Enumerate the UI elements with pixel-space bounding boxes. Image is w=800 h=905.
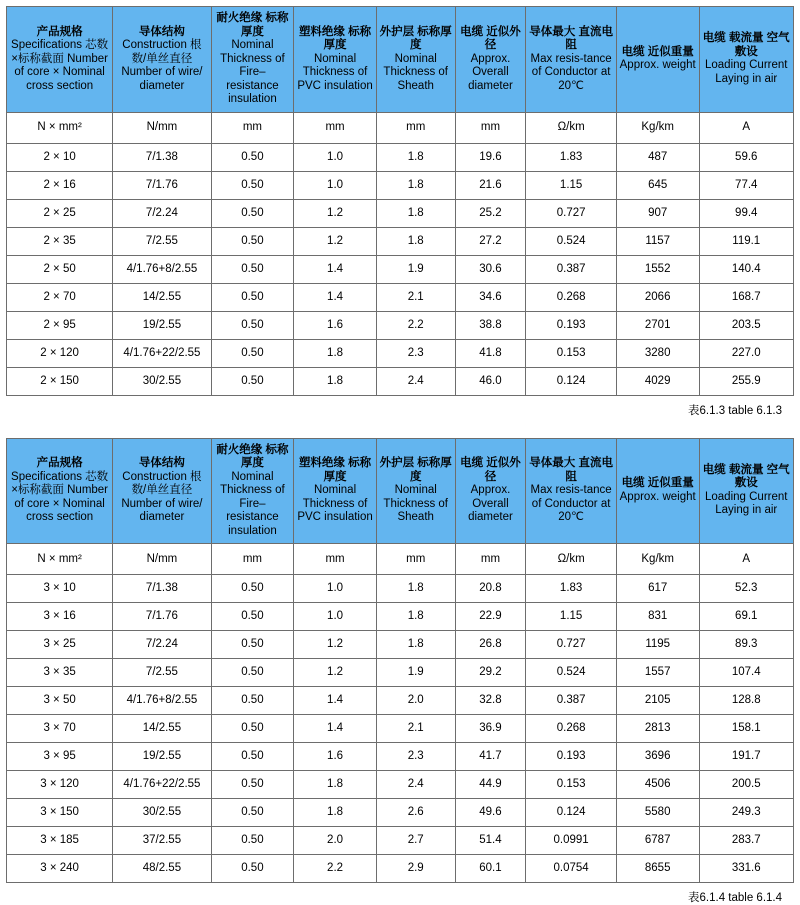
- table-row: [7, 367, 794, 395]
- unit-cell: mm: [294, 112, 377, 143]
- cell-construction: 7/1.38: [113, 575, 211, 603]
- column-header-cn: 产品规格: [36, 457, 83, 469]
- cell-current: 191.7: [699, 743, 794, 771]
- cell-spec: 3 × 185: [7, 827, 113, 855]
- cell-pvc-insulation: 1.4: [294, 283, 377, 311]
- unit-cell: mm: [294, 544, 377, 575]
- cell-diameter: 51.4: [455, 827, 526, 855]
- cell-sheath: 2.4: [376, 367, 455, 395]
- cell-diameter: 44.9: [455, 771, 526, 799]
- table-1-caption: 表6.1.3 table 6.1.3: [688, 404, 782, 417]
- cell-sheath: 2.6: [376, 799, 455, 827]
- units-row: [7, 544, 794, 575]
- column-header-cn: 外护层 标称厚度: [379, 457, 452, 483]
- column-header-cn: 电缆 载流量 空气敷设: [702, 32, 790, 58]
- column-header-en: Loading Current Laying in air: [705, 490, 788, 517]
- cell-resistance: 0.153: [526, 339, 617, 367]
- cell-current: 52.3: [699, 575, 794, 603]
- unit-cell: mm: [376, 544, 455, 575]
- cell-pvc-insulation: 1.4: [294, 255, 377, 283]
- cell-weight: 2813: [616, 715, 699, 743]
- column-header-conductor-resistance: [526, 7, 617, 113]
- cell-diameter: 26.8: [455, 631, 526, 659]
- cell-construction: 4/1.76+22/2.55: [113, 771, 211, 799]
- column-header-en: Nominal Thickness of PVC insulation: [297, 52, 373, 92]
- column-header-cn: 电缆 近似外径: [460, 25, 521, 51]
- cell-fire-insulation: 0.50: [211, 575, 294, 603]
- cell-sheath: 1.8: [376, 199, 455, 227]
- spec-table-2: [6, 438, 794, 884]
- cell-resistance: 0.153: [526, 771, 617, 799]
- cell-spec: 2 × 120: [7, 339, 113, 367]
- cell-pvc-insulation: 1.8: [294, 799, 377, 827]
- spec-table-1: [6, 6, 794, 396]
- cell-weight: 2701: [616, 311, 699, 339]
- cell-spec: 3 × 16: [7, 603, 113, 631]
- cell-fire-insulation: 0.50: [211, 367, 294, 395]
- cell-current: 168.7: [699, 283, 794, 311]
- cell-resistance: 1.15: [526, 171, 617, 199]
- cell-weight: 3280: [616, 339, 699, 367]
- table-row: [7, 283, 794, 311]
- cell-current: 200.5: [699, 771, 794, 799]
- cell-spec: 3 × 50: [7, 687, 113, 715]
- column-header-specifications: [7, 438, 113, 544]
- cell-pvc-insulation: 1.0: [294, 603, 377, 631]
- section-divider: [6, 418, 794, 438]
- cell-spec: 3 × 120: [7, 771, 113, 799]
- table-row: [7, 771, 794, 799]
- table-row: [7, 687, 794, 715]
- column-header-cn: 外护层 标称厚度: [379, 25, 452, 51]
- column-header-sheath: [376, 438, 455, 544]
- cell-sheath: 1.8: [376, 575, 455, 603]
- cell-weight: 5580: [616, 799, 699, 827]
- cell-sheath: 1.8: [376, 631, 455, 659]
- cell-weight: 645: [616, 171, 699, 199]
- cell-fire-insulation: 0.50: [211, 659, 294, 687]
- unit-cell: mm: [211, 112, 294, 143]
- column-header-en: Nominal Thickness of Fire–resistance insulation: [220, 39, 285, 105]
- cell-resistance: 0.193: [526, 743, 617, 771]
- cell-fire-insulation: 0.50: [211, 799, 294, 827]
- column-header-en: Approx. Overall diameter: [468, 484, 513, 523]
- cell-fire-insulation: 0.50: [211, 771, 294, 799]
- cell-pvc-insulation: 1.8: [294, 339, 377, 367]
- cell-current: 158.1: [699, 715, 794, 743]
- column-header-en: Approx. weight: [619, 59, 696, 72]
- cell-resistance: 0.727: [526, 631, 617, 659]
- column-header-en: Specifications 芯数×标称截面 Number of core × Nominal cross section: [11, 39, 109, 92]
- cell-pvc-insulation: 1.2: [294, 659, 377, 687]
- column-header-en: Approx. weight: [619, 490, 696, 503]
- cell-diameter: 29.2: [455, 659, 526, 687]
- cell-construction: 14/2.55: [113, 283, 211, 311]
- column-header-cn: 塑料绝缘 标称厚度: [298, 457, 372, 483]
- column-header-cn: 电缆 近似重量: [621, 477, 694, 490]
- cell-diameter: 25.2: [455, 199, 526, 227]
- cell-pvc-insulation: 1.6: [294, 743, 377, 771]
- column-header-en: Construction 根数/单丝直径 Number of wire/ diameter: [121, 39, 203, 92]
- cell-diameter: 38.8: [455, 311, 526, 339]
- table-row: [7, 199, 794, 227]
- cell-fire-insulation: 0.50: [211, 687, 294, 715]
- column-header-en: Loading Current Laying in air: [705, 59, 788, 85]
- cell-sheath: 2.3: [376, 743, 455, 771]
- cell-resistance: 0.0754: [526, 855, 617, 883]
- cell-diameter: 41.8: [455, 339, 526, 367]
- column-header-specifications: [7, 7, 113, 113]
- cell-diameter: 49.6: [455, 799, 526, 827]
- cell-diameter: 27.2: [455, 227, 526, 255]
- table-row: [7, 339, 794, 367]
- column-header-cn: 产品规格: [36, 25, 83, 38]
- table-2-caption: 表6.1.4 table 6.1.4: [688, 892, 782, 904]
- column-header-en: Specifications 芯数×标称截面 Number of core × Nominal cross section: [11, 470, 109, 523]
- column-header-weight: [616, 438, 699, 544]
- cell-sheath: 1.8: [376, 227, 455, 255]
- table-1-body: [7, 112, 794, 395]
- cell-resistance: 0.0991: [526, 827, 617, 855]
- cell-construction: 7/2.55: [113, 659, 211, 687]
- unit-cell: Kg/km: [616, 544, 699, 575]
- cell-fire-insulation: 0.50: [211, 311, 294, 339]
- table-row: [7, 255, 794, 283]
- cell-resistance: 0.124: [526, 799, 617, 827]
- table-row: [7, 631, 794, 659]
- cell-sheath: 1.8: [376, 171, 455, 199]
- cell-pvc-insulation: 1.0: [294, 143, 377, 171]
- cell-construction: 30/2.55: [113, 799, 211, 827]
- column-header-pvc-insulation: [294, 7, 377, 113]
- column-header-en: Nominal Thickness of Fire–resistance insulation: [220, 470, 285, 537]
- cell-spec: 2 × 50: [7, 255, 113, 283]
- column-header-cn: 电缆 近似外径: [460, 457, 521, 483]
- cell-pvc-insulation: 1.2: [294, 631, 377, 659]
- table-row: [7, 575, 794, 603]
- table-row: [7, 827, 794, 855]
- unit-cell: Ω/km: [526, 544, 617, 575]
- cell-weight: 1552: [616, 255, 699, 283]
- table-row: [7, 799, 794, 827]
- cell-diameter: 36.9: [455, 715, 526, 743]
- column-header-en: Nominal Thickness of Sheath: [383, 484, 448, 523]
- table-row: [7, 855, 794, 883]
- cell-weight: 617: [616, 575, 699, 603]
- cell-diameter: 19.6: [455, 143, 526, 171]
- cell-resistance: 0.387: [526, 255, 617, 283]
- column-header-en: Approx. Overall diameter: [468, 52, 513, 92]
- cell-construction: 19/2.55: [113, 743, 211, 771]
- unit-cell: N/mm: [113, 112, 211, 143]
- cell-fire-insulation: 0.50: [211, 199, 294, 227]
- cell-fire-insulation: 0.50: [211, 603, 294, 631]
- cell-fire-insulation: 0.50: [211, 715, 294, 743]
- column-header-sheath: [376, 7, 455, 113]
- cell-resistance: 0.524: [526, 227, 617, 255]
- unit-cell: Ω/km: [526, 112, 617, 143]
- cell-spec: 2 × 25: [7, 199, 113, 227]
- cell-construction: 7/1.76: [113, 603, 211, 631]
- column-header-construction: [113, 7, 211, 113]
- cell-sheath: 2.2: [376, 311, 455, 339]
- cell-pvc-insulation: 1.2: [294, 199, 377, 227]
- cell-spec: 2 × 35: [7, 227, 113, 255]
- column-header-cn: 塑料绝缘 标称厚度: [298, 25, 372, 51]
- header-row: [7, 438, 794, 544]
- cell-current: 227.0: [699, 339, 794, 367]
- table-row: [7, 715, 794, 743]
- cell-diameter: 32.8: [455, 687, 526, 715]
- cell-construction: 30/2.55: [113, 367, 211, 395]
- cell-sheath: 2.1: [376, 715, 455, 743]
- cell-resistance: 0.524: [526, 659, 617, 687]
- cell-resistance: 1.83: [526, 575, 617, 603]
- cell-current: 140.4: [699, 255, 794, 283]
- cell-sheath: 2.3: [376, 339, 455, 367]
- cell-construction: 4/1.76+8/2.55: [113, 687, 211, 715]
- cell-pvc-insulation: 1.4: [294, 687, 377, 715]
- cell-weight: 2105: [616, 687, 699, 715]
- cell-pvc-insulation: 1.8: [294, 367, 377, 395]
- cell-spec: 3 × 150: [7, 799, 113, 827]
- column-header-conductor-resistance: [526, 438, 617, 544]
- cell-spec: 3 × 25: [7, 631, 113, 659]
- column-header-en: Nominal Thickness of Sheath: [383, 52, 448, 92]
- cell-construction: 7/2.55: [113, 227, 211, 255]
- cell-current: 331.6: [699, 855, 794, 883]
- cell-diameter: 34.6: [455, 283, 526, 311]
- cell-sheath: 2.4: [376, 771, 455, 799]
- table-1-header: [7, 7, 794, 113]
- cell-fire-insulation: 0.50: [211, 227, 294, 255]
- unit-cell: mm: [211, 544, 294, 575]
- cell-sheath: 1.8: [376, 603, 455, 631]
- cell-spec: 3 × 240: [7, 855, 113, 883]
- cell-construction: 7/1.76: [113, 171, 211, 199]
- cell-construction: 37/2.55: [113, 827, 211, 855]
- cell-fire-insulation: 0.50: [211, 283, 294, 311]
- cell-spec: 3 × 95: [7, 743, 113, 771]
- cell-current: 77.4: [699, 171, 794, 199]
- cell-spec: 2 × 70: [7, 283, 113, 311]
- table-2-header: [7, 438, 794, 544]
- cell-resistance: 0.268: [526, 715, 617, 743]
- cell-pvc-insulation: 2.2: [294, 855, 377, 883]
- column-header-fire-resistance-insulation: [211, 438, 294, 544]
- cell-spec: 2 × 95: [7, 311, 113, 339]
- cell-current: 69.1: [699, 603, 794, 631]
- cell-resistance: 0.124: [526, 367, 617, 395]
- unit-cell: Kg/km: [616, 112, 699, 143]
- cell-weight: 8655: [616, 855, 699, 883]
- cell-weight: 4506: [616, 771, 699, 799]
- cell-spec: 3 × 10: [7, 575, 113, 603]
- cell-fire-insulation: 0.50: [211, 143, 294, 171]
- header-row: [7, 7, 794, 113]
- cell-sheath: 2.7: [376, 827, 455, 855]
- cell-diameter: 46.0: [455, 367, 526, 395]
- cell-diameter: 21.6: [455, 171, 526, 199]
- cell-sheath: 1.9: [376, 659, 455, 687]
- column-header-en: Construction 根数/单丝直径 Number of wire/ diameter: [121, 470, 203, 523]
- column-header-en: Max resis-tance of Conductor at 20℃: [530, 484, 612, 523]
- column-header-cn: 导体结构: [138, 25, 185, 38]
- cell-pvc-insulation: 1.2: [294, 227, 377, 255]
- cell-weight: 831: [616, 603, 699, 631]
- unit-cell: A: [699, 544, 794, 575]
- units-row: [7, 112, 794, 143]
- cell-current: 89.3: [699, 631, 794, 659]
- cell-construction: 19/2.55: [113, 311, 211, 339]
- table-row: [7, 743, 794, 771]
- cell-current: 249.3: [699, 799, 794, 827]
- cell-fire-insulation: 0.50: [211, 631, 294, 659]
- column-header-loading-current: [699, 438, 794, 544]
- cell-weight: 4029: [616, 367, 699, 395]
- cell-pvc-insulation: 1.4: [294, 715, 377, 743]
- cell-fire-insulation: 0.50: [211, 827, 294, 855]
- cell-diameter: 20.8: [455, 575, 526, 603]
- unit-cell: mm: [376, 112, 455, 143]
- column-header-en: Max resis-tance of Conductor at 20℃: [530, 52, 612, 92]
- cell-weight: 2066: [616, 283, 699, 311]
- cell-pvc-insulation: 1.0: [294, 171, 377, 199]
- column-header-overall-diameter: [455, 438, 526, 544]
- column-header-cn: 导体最大 直流电阻: [529, 457, 613, 483]
- cell-weight: 907: [616, 199, 699, 227]
- cell-weight: 1557: [616, 659, 699, 687]
- table-row: [7, 311, 794, 339]
- cell-current: 99.4: [699, 199, 794, 227]
- cell-weight: 1195: [616, 631, 699, 659]
- unit-cell: N × mm²: [7, 544, 113, 575]
- cell-sheath: 1.9: [376, 255, 455, 283]
- cell-current: 59.6: [699, 143, 794, 171]
- cell-construction: 48/2.55: [113, 855, 211, 883]
- cell-resistance: 1.83: [526, 143, 617, 171]
- cell-fire-insulation: 0.50: [211, 339, 294, 367]
- column-header-weight: [616, 7, 699, 113]
- cell-weight: 487: [616, 143, 699, 171]
- cell-current: 107.4: [699, 659, 794, 687]
- column-header-pvc-insulation: [294, 438, 377, 544]
- cell-spec: 2 × 150: [7, 367, 113, 395]
- cell-construction: 7/2.24: [113, 199, 211, 227]
- cell-spec: 2 × 16: [7, 171, 113, 199]
- unit-cell: N/mm: [113, 544, 211, 575]
- cell-resistance: 0.387: [526, 687, 617, 715]
- cell-weight: 1157: [616, 227, 699, 255]
- cell-sheath: 2.1: [376, 283, 455, 311]
- column-header-cn: 电缆 载流量 空气敷设: [702, 463, 790, 490]
- cell-spec: 3 × 70: [7, 715, 113, 743]
- cell-weight: 6787: [616, 827, 699, 855]
- cell-diameter: 41.7: [455, 743, 526, 771]
- cell-current: 128.8: [699, 687, 794, 715]
- cell-construction: 4/1.76+8/2.55: [113, 255, 211, 283]
- column-header-cn: 耐火绝缘 标称厚度: [216, 443, 289, 469]
- column-header-loading-current: [699, 7, 794, 113]
- column-header-cn: 耐火绝缘 标称厚度: [216, 12, 289, 38]
- cell-resistance: 0.727: [526, 199, 617, 227]
- cell-pvc-insulation: 1.6: [294, 311, 377, 339]
- cell-construction: 7/2.24: [113, 631, 211, 659]
- cell-construction: 7/1.38: [113, 143, 211, 171]
- cell-resistance: 0.268: [526, 283, 617, 311]
- table-row: [7, 659, 794, 687]
- cell-fire-insulation: 0.50: [211, 255, 294, 283]
- cell-diameter: 30.6: [455, 255, 526, 283]
- column-header-overall-diameter: [455, 7, 526, 113]
- table-2-body: [7, 544, 794, 883]
- cell-sheath: 1.8: [376, 143, 455, 171]
- cell-spec: 2 × 10: [7, 143, 113, 171]
- cell-resistance: 1.15: [526, 603, 617, 631]
- column-header-fire-resistance-insulation: [211, 7, 294, 113]
- cell-resistance: 0.193: [526, 311, 617, 339]
- cell-current: 119.1: [699, 227, 794, 255]
- unit-cell: N × mm²: [7, 112, 113, 143]
- table-row: [7, 603, 794, 631]
- cell-pvc-insulation: 2.0: [294, 827, 377, 855]
- column-header-construction: [113, 438, 211, 544]
- cell-diameter: 60.1: [455, 855, 526, 883]
- table-row: [7, 143, 794, 171]
- cell-diameter: 22.9: [455, 603, 526, 631]
- cell-sheath: 2.9: [376, 855, 455, 883]
- cell-current: 203.5: [699, 311, 794, 339]
- column-header-cn: 导体最大 直流电阻: [529, 25, 613, 51]
- cell-current: 255.9: [699, 367, 794, 395]
- column-header-cn: 电缆 近似重量: [621, 45, 694, 58]
- cell-pvc-insulation: 1.0: [294, 575, 377, 603]
- cell-current: 283.7: [699, 827, 794, 855]
- column-header-en: Nominal Thickness of PVC insulation: [297, 484, 373, 523]
- column-header-cn: 导体结构: [138, 457, 185, 469]
- cell-fire-insulation: 0.50: [211, 171, 294, 199]
- table-row: [7, 227, 794, 255]
- cell-weight: 3696: [616, 743, 699, 771]
- unit-cell: mm: [455, 544, 526, 575]
- cell-construction: 14/2.55: [113, 715, 211, 743]
- unit-cell: A: [699, 112, 794, 143]
- cell-construction: 4/1.76+22/2.55: [113, 339, 211, 367]
- table-row: [7, 171, 794, 199]
- cell-spec: 3 × 35: [7, 659, 113, 687]
- unit-cell: mm: [455, 112, 526, 143]
- cell-fire-insulation: 0.50: [211, 743, 294, 771]
- cell-fire-insulation: 0.50: [211, 855, 294, 883]
- cell-sheath: 2.0: [376, 687, 455, 715]
- cell-pvc-insulation: 1.8: [294, 771, 377, 799]
